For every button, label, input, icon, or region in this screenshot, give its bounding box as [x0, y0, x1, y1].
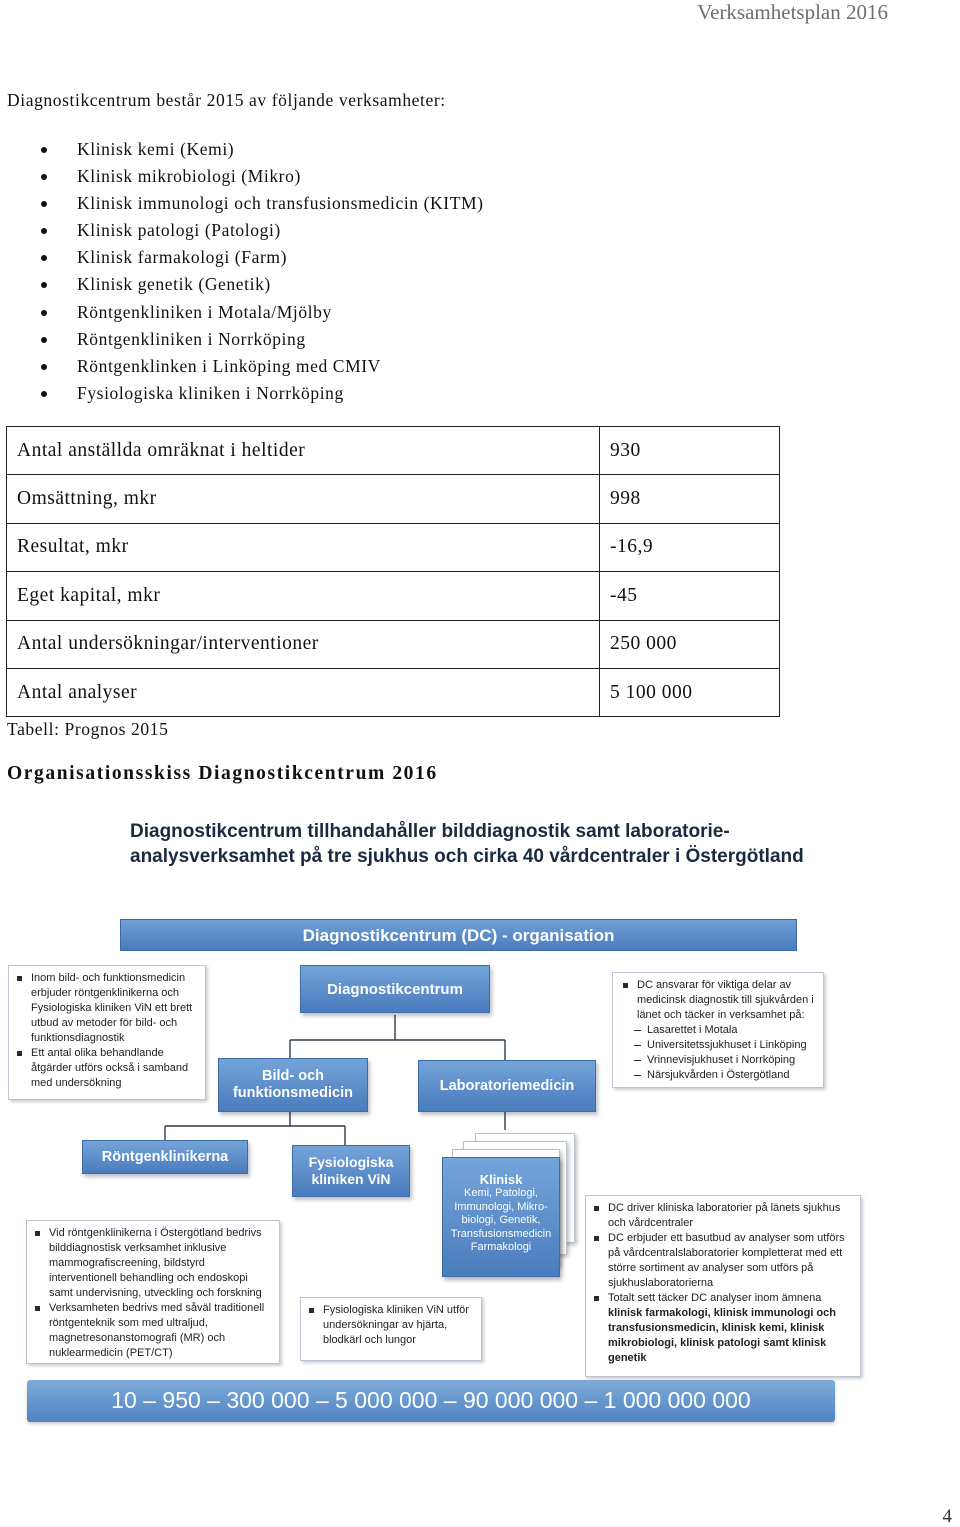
kpi-label: Antal analyser: [7, 668, 600, 716]
node-rontgenklinikerna: [82, 1140, 248, 1174]
note-bild-funktion: [8, 965, 206, 1100]
org-banner: Diagnostikcentrum (DC) - organisation: [120, 919, 797, 951]
kpi-table: [6, 426, 780, 717]
list-item: Universitetssjukhuset i Linköping: [623, 1038, 817, 1053]
node-label: Bild- och funktionsmedicin: [232, 1068, 354, 1101]
list-item: Röntgenkliniken i Motala/Mjölby: [40, 300, 484, 327]
list-item: Klinisk patologi (Patologi): [40, 218, 484, 245]
kpi-value: 998: [600, 475, 780, 523]
kpi-label: Resultat, mkr: [7, 523, 600, 571]
note-bold-text: klinisk farmakologi, klinisk immunologi och transfusionsmedicin, klinisk kemi, klinisk mikrobiologi, klinisk patologi samt klinisk genetik: [608, 1307, 836, 1364]
list-item: Fysiologiska kliniken ViN utför undersökningar av hjärta, blodkärl och lungor: [309, 1303, 475, 1348]
list-item: Klinisk mikrobiologi (Mikro): [40, 164, 484, 191]
kpi-value: 5 100 000: [600, 668, 780, 716]
intro-text: Diagnostikcentrum består 2015 av följande verksamheter:: [7, 90, 446, 110]
list-item: Ett antal olika behandlande åtgärder utförs också i samband med undersökning: [17, 1046, 199, 1091]
table-row: [7, 427, 780, 475]
section-title: Organisationsskiss Diagnostikcentrum 2016: [7, 763, 438, 784]
units-list: [40, 137, 484, 408]
kpi-value: 930: [600, 427, 780, 475]
kpi-label: Omsättning, mkr: [7, 475, 600, 523]
list-item: Inom bild- och funktionsmedicin erbjuder röntgenklinikerna och Fysiologiska kliniken ViN ett brett utbud av metoder för bild- och funktionsdiagnostik: [17, 971, 199, 1046]
list-item: Klinisk farmakologi (Farm): [40, 245, 484, 272]
node-label: Fysiologiska kliniken ViN: [308, 1154, 394, 1187]
node-label: Röntgenklinikerna: [101, 1149, 229, 1165]
node-label: Klinisk: [479, 1172, 523, 1187]
table-row: [7, 523, 780, 571]
node-fysiologiska-kliniken: [292, 1145, 410, 1197]
note-rontgen: [26, 1220, 280, 1364]
table-row: [7, 572, 780, 620]
note-dc-ansvar: [612, 972, 824, 1088]
volume-numbers-bar: 10 – 950 – 300 000 – 5 000 000 – 90 000 000 – 1 000 000 000: [27, 1380, 835, 1422]
org-chart: [0, 800, 960, 1440]
node-description: Kemi, Patologi, Immunologi, Mikro-biologi, Genetik, Transfusionsmedicin Farmakologi: [450, 1187, 552, 1253]
note-laboratorier: [585, 1195, 861, 1377]
note-text: Totalt sett täcker DC analyser inom ämnena: [608, 1292, 822, 1304]
list-item: DC erbjuder ett basutbud av analyser som utförs på vårdcentralslaboratorier kompletterat med ett större sortiment av analyser som utförs på sjukhuslaboratorierna: [594, 1231, 854, 1291]
kpi-label: Eget kapital, mkr: [7, 572, 600, 620]
kpi-value: -16,9: [600, 523, 780, 571]
list-item: Närsjukvården i Östergötland: [623, 1068, 817, 1083]
table-row: [7, 620, 780, 668]
list-item: Fysiologiska kliniken i Norrköping: [40, 381, 484, 408]
table-caption: Tabell: Prognos 2015: [7, 719, 169, 739]
kpi-label: Antal undersökningar/interventioner: [7, 620, 600, 668]
list-item: Vid röntgenklinikerna i Östergötland bedrivs bilddiagnostisk verksamhet inklusive mammografiscreening, bildstyrd interventionell behandling och endoskopi samt undervisning, utveckling och forskning: [35, 1226, 273, 1301]
list-item: Vrinnevisjukhuset i Norrköping: [623, 1053, 817, 1068]
table-row: [7, 475, 780, 523]
list-item: DC ansvarar för viktiga delar av medicinsk diagnostik till sjukvården i länet och täcker in verksamhet på:: [623, 978, 817, 1023]
list-item: Röntgenkliniken i Norrköping: [40, 327, 484, 354]
kpi-label: Antal anställda omräknat i heltider: [7, 427, 600, 475]
list-item: Klinisk kemi (Kemi): [40, 137, 484, 164]
kpi-value: 250 000: [600, 620, 780, 668]
node-label: Laboratoriemedicin: [439, 1078, 575, 1094]
list-item: Klinisk genetik (Genetik): [40, 272, 484, 299]
node-label: Diagnostikcentrum: [327, 980, 463, 998]
list-item: Lasarettet i Motala: [623, 1023, 817, 1038]
kpi-value: -45: [600, 572, 780, 620]
node-laboratoriemedicin: [418, 1060, 596, 1112]
note-fysiologi: [300, 1297, 482, 1361]
org-chart-title: Diagnostikcentrum tillhandahåller bilddiagnostik samt laboratorie-analysverksamhet på tre sjukhus och cirka 40 vårdcentraler i Östergötland: [130, 821, 804, 867]
list-item: DC driver kliniska laboratorier på länets sjukhus och vårdcentraler: [594, 1201, 854, 1231]
table-row: [7, 668, 780, 716]
list-item: [594, 1291, 854, 1366]
list-item: Verksamheten bedrivs med såväl traditionell röntgenteknik som med ultraljud, magnetresonanstomografi (MR) och nuklearmedicin (PET/CT): [35, 1301, 273, 1361]
page-number: 4: [942, 1506, 952, 1527]
node-bild-funktionsmedicin: [218, 1058, 368, 1112]
page-header-title: Verksamhetsplan 2016: [697, 0, 888, 24]
list-item: Klinisk immunologi och transfusionsmedicin (KITM): [40, 191, 484, 218]
node-klinisk: [442, 1157, 560, 1277]
list-item: Röntgenklinken i Linköping med CMIV: [40, 354, 484, 381]
node-diagnostikcentrum: [300, 965, 490, 1013]
